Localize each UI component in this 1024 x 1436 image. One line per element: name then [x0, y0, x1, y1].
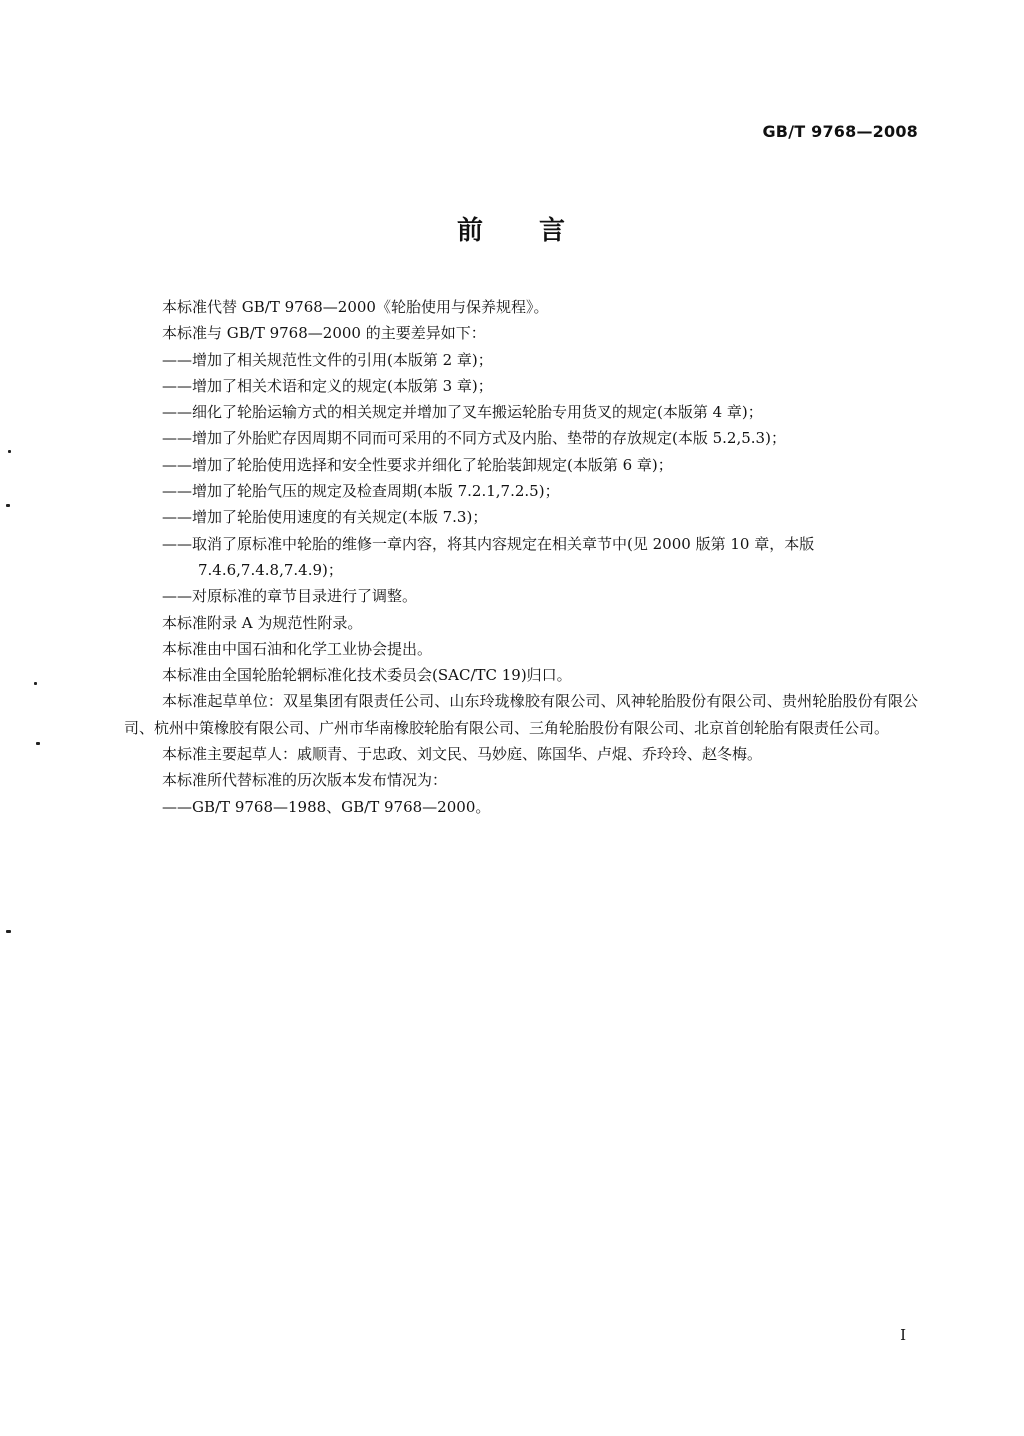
title-char-1: 前 [456, 216, 485, 246]
list-item: ——增加了轮胎使用速度的有关规定(本版 7.3)； [162, 508, 488, 527]
list-item: ——取消了原标准中轮胎的维修一章内容，将其内容规定在相关章节中(见 2000 版第 10 章，本版 7.4.6,7.4.8,7.4.9)； [162, 534, 815, 579]
list-item: ——细化了轮胎运输方式的相关规定并增加了叉车搬运轮胎专用货叉的规定(本版第 4 章)； [162, 403, 763, 422]
page-title [0, 210, 1024, 247]
paragraph-previous-editions-intro: 本标准所代替标准的历次版本发布情况为： [162, 771, 448, 790]
list-item: ——增加了相关规范性文件的引用(本版第 2 章)； [162, 350, 493, 369]
scan-speck [8, 450, 11, 453]
paragraph-centralized-by: 本标准由全国轮胎轮辋标准化技术委员会(SAC/TC 19)归口。 [162, 666, 572, 685]
list-item: ——增加了外胎贮存因周期不同而可采用的不同方式及内胎、垫带的存放规定(本版 5.2,5.3)； [162, 429, 786, 448]
scan-speck [6, 504, 10, 507]
scan-speck [34, 682, 37, 685]
standard-code: GB/T 9768—2008 [762, 122, 918, 141]
paragraph-proposed-by: 本标准由中国石油和化学工业协会提出。 [162, 639, 433, 658]
list-item: ——增加了轮胎使用选择和安全性要求并细化了轮胎装卸规定(本版第 6 章)； [162, 455, 673, 474]
paragraph-drafters: 本标准主要起草人：戚顺青、于忠政、刘文民、马妙庭、陈国华、卢焜、乔玲玲、赵冬梅。 [162, 745, 763, 764]
paragraph-appendix: 本标准附录 A 为规范性附录。 [162, 613, 363, 632]
list-item: ——增加了轮胎气压的规定及检查周期(本版 7.2.1,7.2.5)； [162, 482, 560, 501]
scan-speck [36, 742, 40, 745]
paragraph-differences-intro: 本标准与 GB/T 9768—2000 的主要差异如下： [162, 324, 486, 343]
scan-speck [6, 930, 11, 933]
page-number: I [900, 1326, 906, 1344]
list-item: ——GB/T 9768—1988、GB/T 9768—2000。 [162, 797, 491, 816]
list-item: ——对原标准的章节目录进行了调整。 [162, 587, 418, 606]
paragraph-replaces: 本标准代替 GB/T 9768—2000《轮胎使用与保养规程》。 [162, 298, 549, 316]
title-char-2: 言 [539, 216, 568, 246]
paragraph-drafting-units: 本标准起草单位：双星集团有限责任公司、山东玲珑橡胶有限公司、风神轮胎股份有限公司、贵州轮胎股份有限公司、杭州中策橡胶有限公司、广州市华南橡胶轮胎有限公司、三角轮胎股份有限公司、北京首创轮胎有限责任公司。 [124, 692, 918, 737]
preface-body [124, 294, 918, 820]
list-item: ——增加了相关术语和定义的规定(本版第 3 章)； [162, 376, 493, 395]
